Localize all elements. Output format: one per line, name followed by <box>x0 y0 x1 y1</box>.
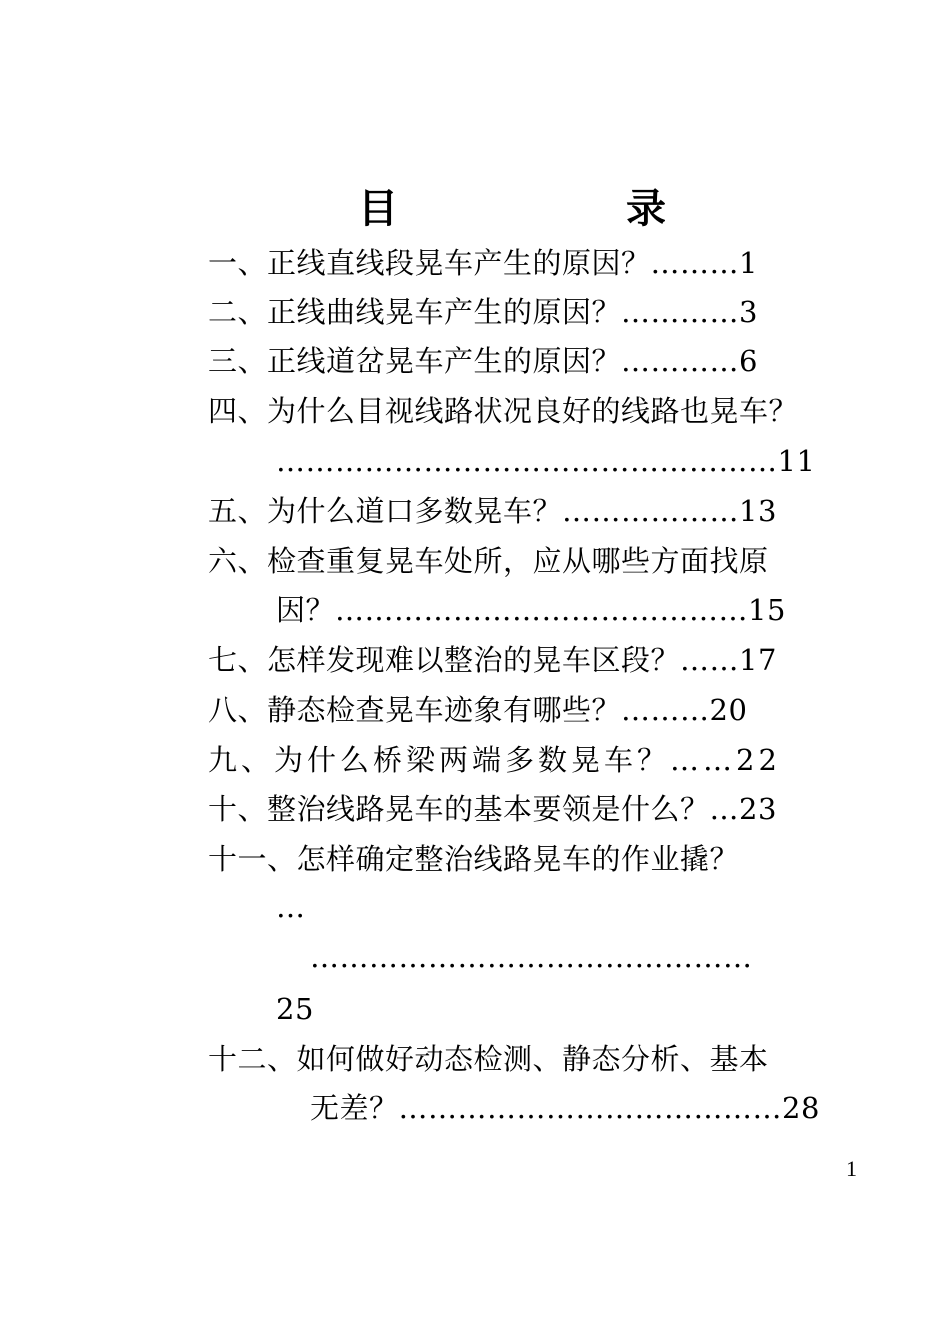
toc-entry-1[interactable]: 一、正线直线段晃车产生的原因？………1 <box>208 246 758 280</box>
toc-entry-9[interactable]: 九、为什么桥梁两端多数晃车？……22 <box>208 743 781 777</box>
toc-entry-3[interactable]: 三、正线道岔晃车产生的原因？…………6 <box>208 344 758 378</box>
toc-entry-10[interactable]: 十、整治线路晃车的基本要领是什么？…23 <box>208 792 777 826</box>
title-char-mu: 目 <box>358 186 398 232</box>
title-char-lu: 录 <box>626 186 666 232</box>
toc-entry-8[interactable]: 八、静态检查晃车迹象有哪些？………20 <box>208 693 748 727</box>
toc-entry-11-leader-a[interactable]: … <box>276 890 306 924</box>
toc-entry-4-leader[interactable]: ……………………………………………11 <box>276 444 816 478</box>
toc-entry-6[interactable]: 六、检查重复晃车处所，应从哪些方面找原 <box>208 544 769 578</box>
toc-entry-12-cont[interactable]: 无差？…………………………………28 <box>310 1091 820 1125</box>
toc-entry-12[interactable]: 十二、如何做好动态检测、静态分析、基本 <box>208 1042 769 1076</box>
toc-entry-11[interactable]: 十一、怎样确定整治线路晃车的作业撬？ <box>208 842 740 876</box>
toc-entry-6-cont[interactable]: 因？……………………………………15 <box>276 593 786 627</box>
toc-entry-11-leader-b[interactable]: ……………………………………… <box>310 940 753 974</box>
toc-entry-11-page[interactable]: 25 <box>276 992 314 1026</box>
toc-entry-7[interactable]: 七、怎样发现难以整治的晃车区段？……17 <box>208 643 777 677</box>
toc-entry-2[interactable]: 二、正线曲线晃车产生的原因？…………3 <box>208 295 758 329</box>
page-number: 1 <box>846 1156 857 1181</box>
toc-entry-5[interactable]: 五、为什么道口多数晃车？………………13 <box>208 494 777 528</box>
toc-entry-4[interactable]: 四、为什么目视线路状况良好的线路也晃车？ <box>208 394 799 428</box>
page-title <box>0 184 950 244</box>
